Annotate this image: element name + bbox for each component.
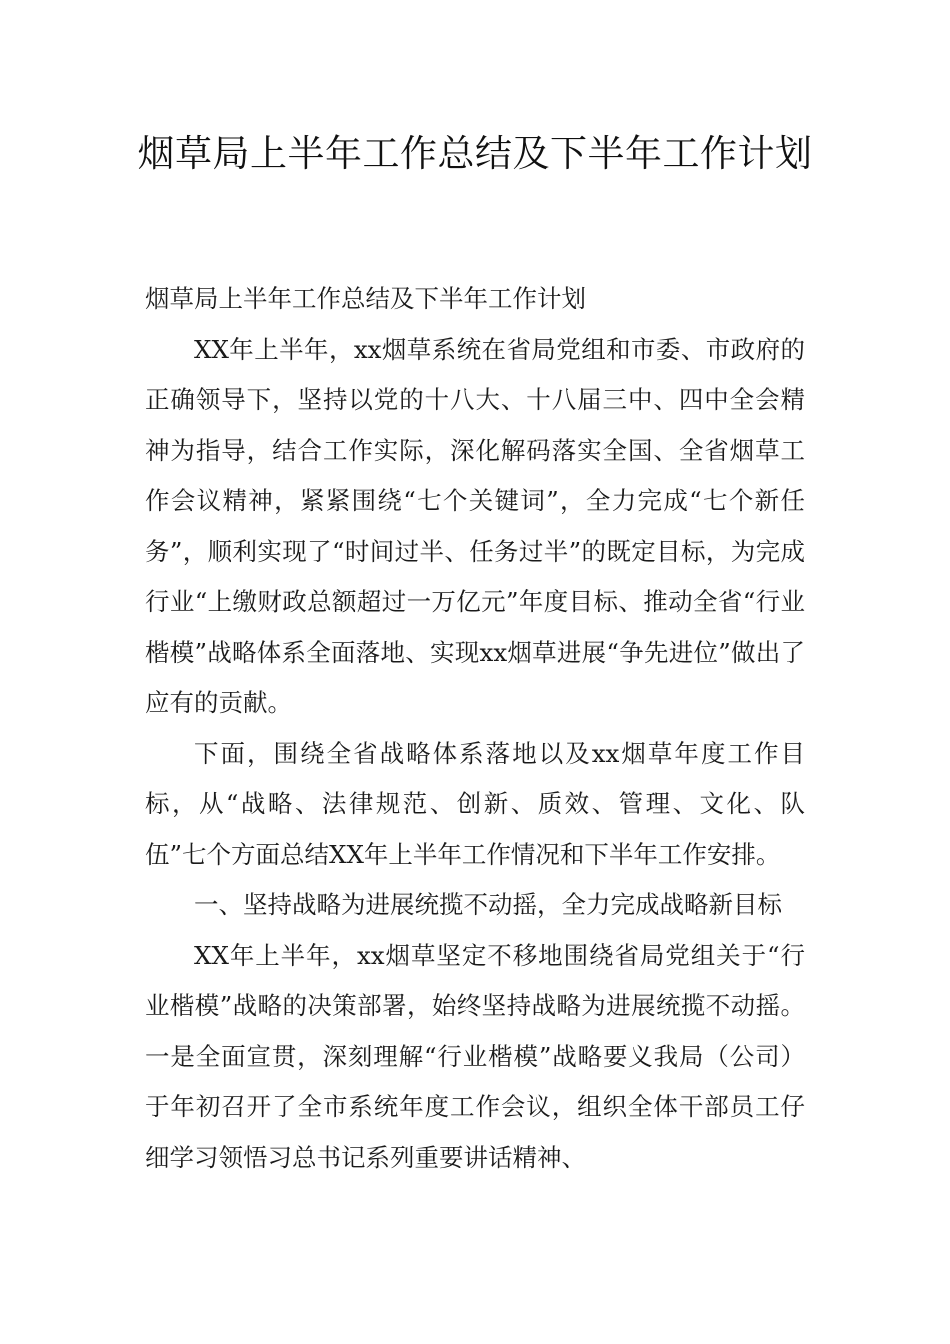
document-body — [145, 274, 805, 1183]
body-heading-paragraph: 烟草局上半年工作总结及下半年工作计划 — [145, 284, 586, 313]
overview-paragraph: 下面，围绕全省战略体系落地以及xx烟草年度工作目标，从“战略、法律规范、创新、质效、管理、文化、队伍”七个方面总结XX年上半年工作情况和下半年工作安排。 — [145, 738, 805, 869]
intro-paragraph: XX年上半年，xx烟草系统在省局党组和市委、市政府的正确领导下，坚持以党的十八大、十八届三中、四中全会精神为指导，结合工作实际，深化解码落实全国、全省烟草工作会议精神，紧紧围绕“七个关键词”，全力完成“七个新任务”，顺利实现了“时间过半、任务过半”的既定目标，为完成行业“上缴财政总额超过一万亿元”年度目标、推动全省“行业楷模”战略体系全面落地、实现xx烟草进展“争先进位”做出了应有的贡献。 — [145, 334, 805, 717]
section-1-paragraph: XX年上半年，xx烟草坚定不移地围绕省局党组关于“行业楷模”战略的决策部署，始终坚持战略为进展统揽不动摇。一是全面宣贯，深刻理解“行业楷模”战略要义我局（公司）于年初召开了全市系统年度工作会议，组织全体干部员工仔细学习领悟习总书记系列重要讲话精神、 — [145, 940, 805, 1172]
section-heading-1: 一、坚持战略为进展统揽不动摇，全力完成战略新目标 — [194, 890, 782, 919]
document-title: 烟草局上半年工作总结及下半年工作计划 — [137, 132, 813, 175]
